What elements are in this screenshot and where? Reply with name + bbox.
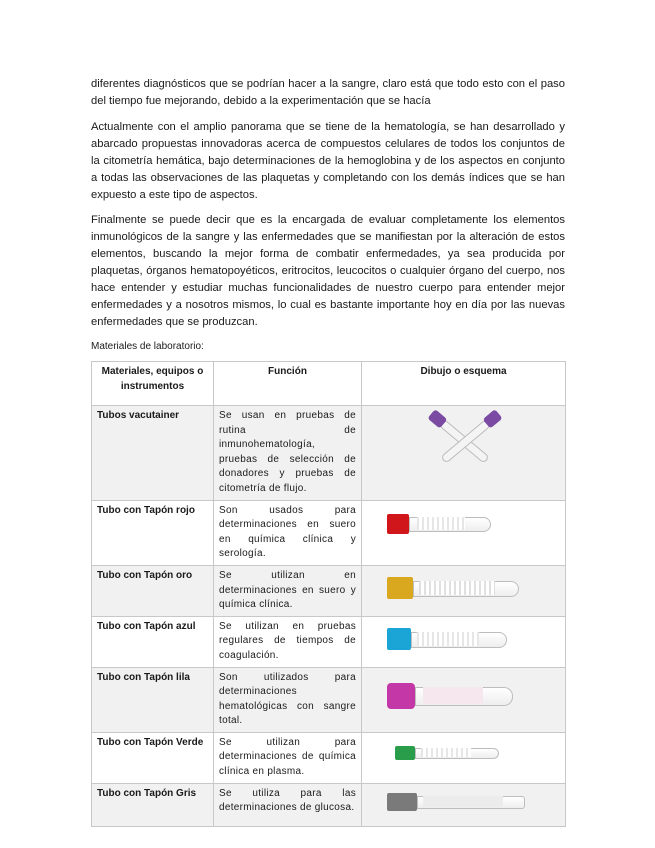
drawing-cell (362, 565, 566, 616)
table-row (92, 667, 566, 732)
lab-materials-table (91, 361, 566, 827)
tube-cap (387, 683, 415, 709)
material-name: Tubo con Tapón lila (92, 667, 214, 732)
table-row (92, 616, 566, 667)
table-header-row (92, 362, 566, 406)
tube-label (417, 517, 465, 530)
material-function: Se utilizan en determinaciones en suero y química clínica. (214, 565, 362, 616)
material-name: Tubo con Tapón Gris (92, 783, 214, 826)
header-materials: Materiales, equipos o instrumentos (92, 362, 214, 406)
tube-label (423, 687, 483, 704)
material-name: Tubo con Tapón Verde (92, 732, 214, 783)
tube-cap (387, 577, 413, 599)
material-function: Son usados para determinaciones en suero en química clínica y serología. (214, 500, 362, 565)
tube-cap (387, 514, 409, 534)
material-function: Son utilizados para determinaciones hematológicas con sangre total. (214, 667, 362, 732)
tube-cap (387, 793, 417, 811)
table-row (92, 732, 566, 783)
drawing-cell (362, 616, 566, 667)
table-row (92, 406, 566, 501)
crossed-tubes-image (362, 406, 566, 478)
material-function: Se utilizan en pruebas regulares de tiempos de coagulación. (214, 616, 362, 667)
material-name: Tubo con Tapón rojo (92, 500, 214, 565)
header-drawing: Dibujo o esquema (362, 362, 566, 406)
drawing-cell (362, 667, 566, 732)
drawing-cell (362, 783, 566, 826)
drawing-cell (362, 406, 566, 501)
material-function: Se utilizan para determinaciones de química clínica en plasma. (214, 732, 362, 783)
material-name: Tubo con Tapón oro (92, 565, 214, 616)
tube-label (421, 748, 471, 757)
paragraph-current-panorama: Actualmente con el amplio panorama que se tiene de la hematología, se han desarrollado y abarcado propuestas innovadoras acerca de compuestos celulares de todos los conjuntos de la citometría hemática, bajo determinaciones de la hemoglobina y de los aspectos en conjunto a todas las observaciones de las plaquetas y completando con los demás índices que se han expuesto a este tipo de aspectos. (91, 121, 565, 201)
table-row (92, 565, 566, 616)
lilac-cap-tube-image (387, 683, 513, 709)
material-name: Tubo con Tapón azul (92, 616, 214, 667)
drawing-cell (362, 732, 566, 783)
tube-label (419, 581, 495, 595)
material-function: Se utiliza para las determinaciones de glucosa. (214, 783, 362, 826)
paragraph-history: diferentes diagnósticos que se podrían hacer a la sangre, claro está que todo esto con el paso del tiempo fue mejorando, debido a la experimentación que se hacía (91, 78, 565, 107)
tube-label (423, 796, 503, 808)
red-cap-tube-image (387, 514, 491, 534)
gold-cap-tube-image (387, 577, 519, 599)
table-row (92, 783, 566, 826)
tube-cap (387, 628, 411, 650)
material-function: Se usan en pruebas de rutina de inmunohematología, pruebas de selección de donadores y pruebas de citometría de flujo. (214, 406, 362, 501)
gray-cap-tube-image (387, 793, 525, 811)
green-cap-tube-image (395, 746, 499, 760)
table-row (92, 500, 566, 565)
tube-cap (395, 746, 415, 760)
paragraph-conclusion: Finalmente se puede decir que es la encargada de evaluar completamente los elementos inmunológicos de la sangre y las enfermedades que se manifiestan por la alteración de estos elementos, buscando la mejor forma de combatir enfermedades, ya sea producida por plaquetas, órganos hematopoyéticos, eritrocitos, leucocitos o cualquier órgano del cuerpo, nos hace entender y estudiar muchas funcionalidades de nuestro cuerpo para entender mejor enfermedades y a nosotros mismos, lo cual es bastante importante hoy en día por las nuevas enfermedades que se produzcan. (91, 214, 565, 328)
table-caption: Materiales de laboratorio: (91, 341, 204, 352)
tube-label (417, 632, 479, 646)
material-name: Tubos vacutainer (92, 406, 214, 501)
header-function: Función (214, 362, 362, 406)
blue-cap-tube-image (387, 628, 507, 650)
drawing-cell (362, 500, 566, 565)
